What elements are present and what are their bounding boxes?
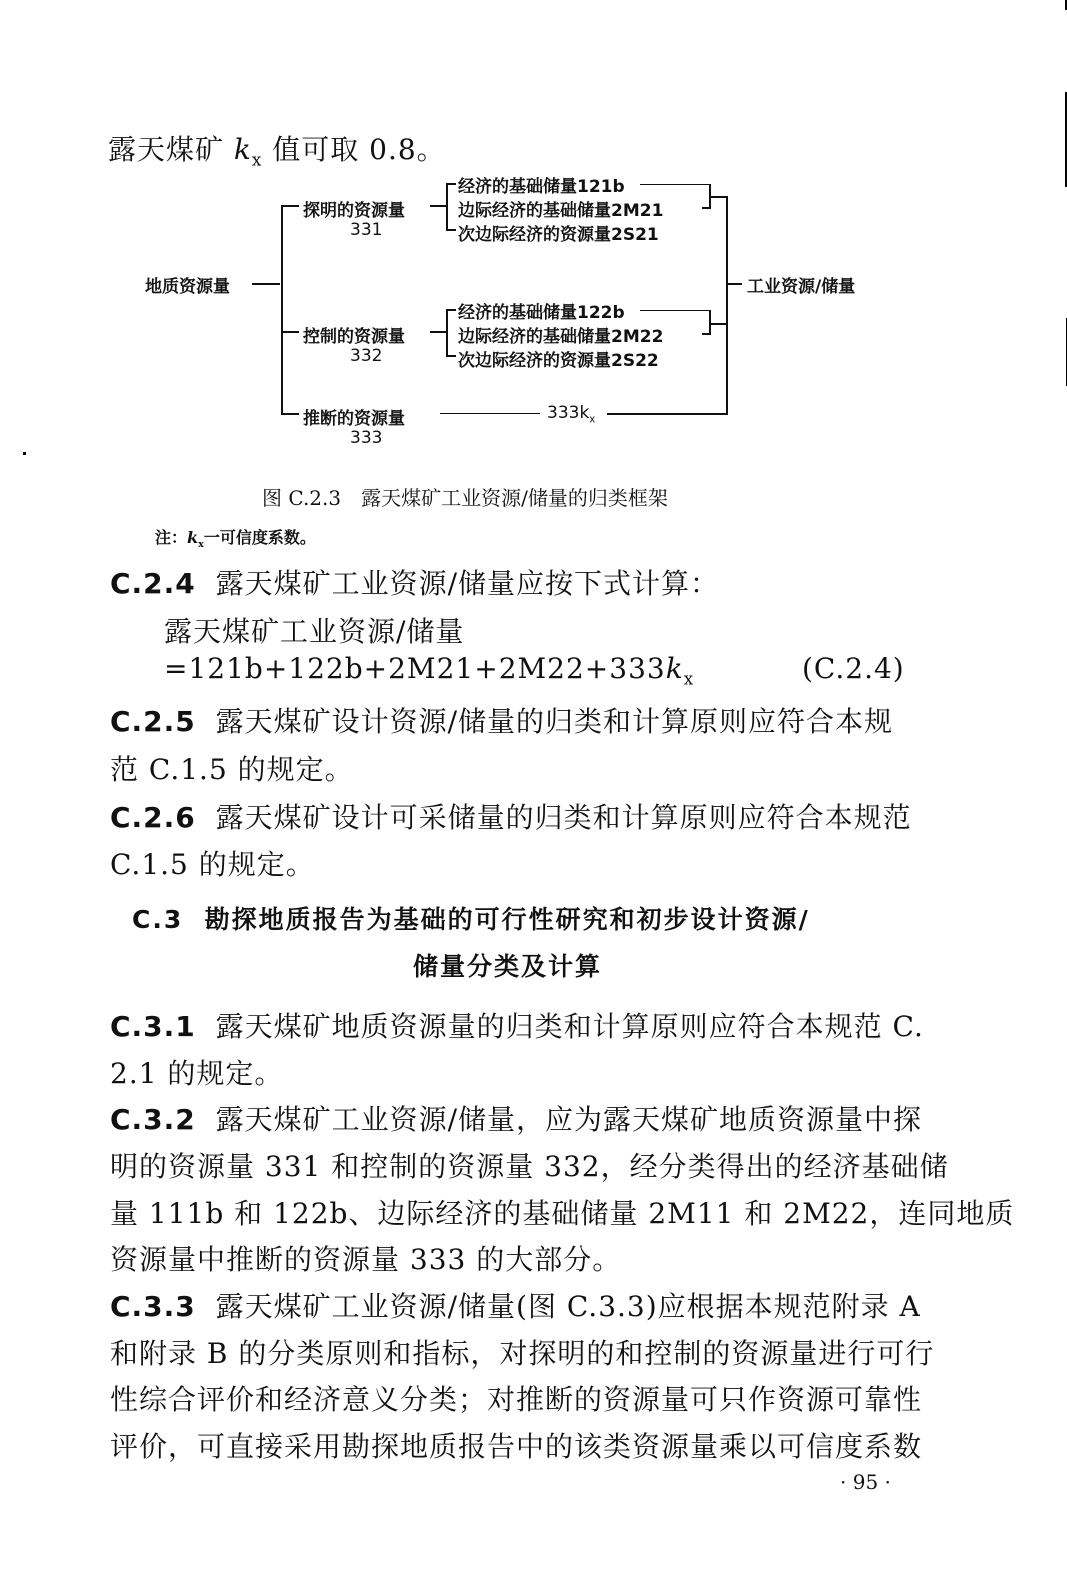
diagram-root-label: 地质资源量	[145, 277, 230, 297]
clause-text: 露天煤矿设计资源/储量的归类和计算原则应符合本规	[215, 705, 894, 738]
branch-code-331: 331	[350, 220, 383, 240]
clause-c226-cont: C.1.5 的规定。	[110, 848, 315, 881]
inferred-direct-label	[547, 403, 595, 425]
branch-code-333: 333	[350, 428, 383, 448]
clause-number: C.3.2	[110, 1103, 196, 1136]
clause-c333-line3: 性综合评价和经济意义分类；对推断的资源量可只作资源可靠性	[110, 1383, 923, 1416]
child-tick	[446, 229, 456, 231]
intro-prefix: 露天煤矿	[108, 133, 234, 166]
intro-line	[108, 128, 446, 170]
branch2-children-bracket	[446, 309, 448, 356]
clause-text: 露天煤矿工业资源/储量，应为露天煤矿地质资源量中探	[215, 1103, 923, 1136]
intro-suffix: 值可取 0.8。	[262, 133, 446, 166]
child-122b-line	[640, 310, 710, 311]
clause-c332	[110, 1098, 922, 1138]
clause-c332-line4: 资源量中推断的资源量 333 的大部分。	[110, 1243, 622, 1276]
root-vertical-bracket	[281, 205, 283, 414]
sub-bracket-1-out	[711, 196, 727, 198]
clause-c224	[110, 562, 719, 602]
child-tick	[446, 355, 456, 357]
formula-rhs	[164, 652, 694, 689]
clause-c225-cont: 范 C.1.5 的规定。	[110, 753, 354, 786]
child-2s22: 次边际经济的资源量2S22	[458, 351, 659, 371]
child-2s21: 次边际经济的资源量2S21	[458, 225, 659, 245]
branch2-connector	[281, 331, 299, 333]
branch3-connector	[281, 413, 299, 415]
branch-label-inferred: 推断的资源量	[303, 409, 405, 429]
branch-label-indicated: 控制的资源量	[303, 327, 405, 347]
page-number: · 95 ·	[840, 1470, 891, 1494]
note-prefix: 注：	[155, 528, 188, 547]
branch-code-332: 332	[350, 346, 383, 366]
equation-number: (C.2.4)	[802, 652, 905, 685]
clause-number: C.2.4	[110, 567, 196, 600]
clause-text: 露天煤矿工业资源/储量应按下式计算：	[215, 567, 720, 600]
sub-bracket-2-out	[711, 323, 727, 325]
child-121b-line	[640, 184, 710, 185]
sub-bracket-2-tick	[702, 333, 711, 335]
formula-lhs: 露天煤矿工业资源/储量	[164, 615, 465, 648]
clause-number: C.3.3	[110, 1290, 196, 1323]
note-k: k	[187, 528, 199, 547]
clause-text: 露天煤矿地质资源量的归类和计算原则应符合本规范 C.	[215, 1010, 924, 1043]
clause-text: 露天煤矿工业资源/储量(图 C.3.3)应根据本规范附录 A	[215, 1290, 921, 1323]
branch1-connector	[281, 205, 299, 207]
child-121b: 经济的基础储量121b	[458, 177, 625, 197]
branch-label-measured: 探明的资源量	[303, 201, 405, 221]
clause-text: 露天煤矿设计可采储量的归类和计算原则应符合本规范	[215, 801, 912, 834]
clause-c331	[110, 1005, 924, 1045]
child-tick	[446, 183, 456, 185]
clause-c332-line3: 量 111b 和 122b、边际经济的基础储量 2M11 和 2M22，连同地质	[110, 1197, 1015, 1230]
clause-c333-line4: 评价，可直接采用勘探地质报告中的该类资源量乘以可信度系数	[110, 1430, 923, 1463]
direct-333k: 333k	[547, 403, 590, 423]
sub-bracket-2	[709, 310, 711, 334]
root-connector	[252, 283, 280, 285]
clause-number: C.3.1	[110, 1010, 196, 1043]
branch1-children-bracket	[446, 183, 448, 230]
direct-subscript: x	[589, 414, 596, 426]
section-number: C.3	[132, 905, 184, 934]
figure-caption: 图 C.2.3 露天煤矿工业资源/储量的归类框架	[262, 486, 668, 510]
formula-expression: =121b+122b+2M21+2M22+333	[164, 652, 666, 685]
section-heading-c3-cont: 储量分类及计算	[413, 952, 603, 981]
note-text: 一可信度系数。	[203, 528, 316, 547]
diagram-target-label: 工业资源/储量	[747, 277, 856, 297]
collector-bracket	[726, 196, 728, 415]
formula-k-sub: x	[683, 668, 695, 689]
figure-note	[155, 525, 316, 550]
child-122b: 经济的基础储量122b	[458, 303, 625, 323]
section-title: 勘探地质报告为基础的可行性研究和初步设计资源/	[204, 905, 810, 934]
inferred-line-left	[440, 413, 540, 414]
sub-bracket-1-tick	[702, 207, 711, 209]
scan-speck	[23, 452, 26, 455]
inferred-line-right	[607, 413, 727, 415]
k-subscript: x	[251, 149, 263, 170]
branch2-to-children	[430, 331, 446, 333]
clause-c225	[110, 700, 893, 740]
clause-number: C.2.6	[110, 801, 196, 834]
clause-c331-cont: 2.1 的规定。	[110, 1057, 284, 1090]
child-tick	[446, 309, 456, 311]
k-symbol: k	[233, 133, 252, 166]
note-k-sub: x	[198, 539, 204, 551]
child-2m22: 边际经济的基础储量2M22	[458, 327, 664, 347]
clause-c333-line2: 和附录 B 的分类原则和指标，对探明的和控制的资源量进行可行	[110, 1337, 935, 1370]
formula-k: k	[665, 652, 684, 685]
collector-out	[728, 283, 742, 285]
clause-c226	[110, 796, 912, 836]
clause-c332-line2: 明的资源量 331 和控制的资源量 332，经分类得出的经济基础储	[110, 1150, 949, 1183]
branch1-to-children	[430, 205, 446, 207]
section-heading-c3	[132, 900, 810, 936]
clause-c333	[110, 1285, 921, 1325]
child-2m21: 边际经济的基础储量2M21	[458, 201, 664, 221]
clause-number: C.2.5	[110, 705, 196, 738]
